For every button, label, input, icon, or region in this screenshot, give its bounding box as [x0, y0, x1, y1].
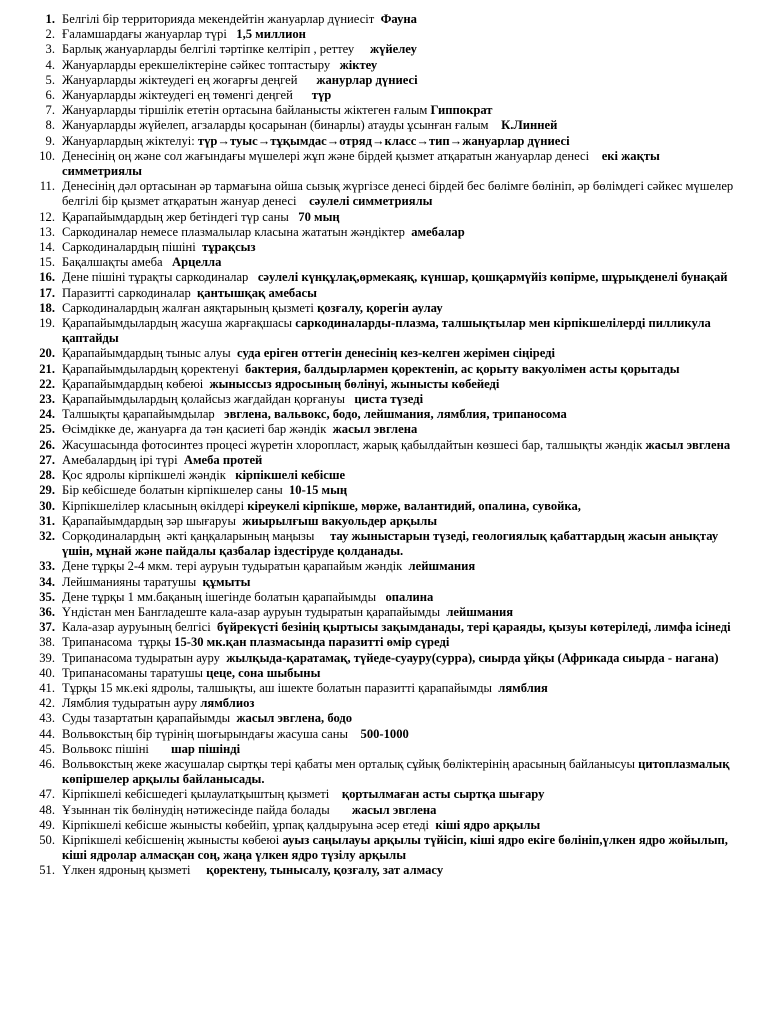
list-item	[0, 863, 738, 878]
item-number: 25.	[39, 422, 55, 437]
question-text: Барлық жануарларды белгілі тәртіпке келтіріп , реттеу	[62, 42, 370, 57]
item-number: 29.	[39, 483, 55, 498]
answer-text: цеце, сона шыбыны	[206, 665, 321, 680]
item-number: 15.	[39, 255, 55, 270]
list-item	[0, 438, 738, 453]
question-text: Жануарларды жүйелеп, агзаларды қосарынан (бинарлы) атауды ұсынған ғалым	[62, 118, 502, 133]
item-text	[62, 863, 738, 878]
question-text: Өсімдікке де, жануарға да тән қасиеті бар жәндік	[62, 422, 333, 437]
list-item	[0, 316, 738, 346]
item-number: 9.	[45, 133, 55, 148]
item-number: 14.	[39, 240, 55, 255]
list-item	[0, 787, 738, 802]
question-text: Ұзыннан тік бөлінудің нәтижесінде пайда болады	[62, 802, 352, 817]
answer-text: жасыл эвглена	[332, 422, 418, 437]
question-text: Кірпікшелі кебісшедегі қылаулатқыштың қызметі	[62, 787, 342, 802]
answer-text: жиырылғыш вакуольдер арқылы	[242, 513, 438, 528]
question-text: Үлкен ядроның қызметі	[62, 863, 207, 878]
item-text	[62, 210, 738, 225]
item-number: 21.	[39, 361, 55, 376]
question-text: Белгілі бір территорияда мекендейтін жануарлар дүниесіт	[62, 12, 381, 26]
item-number: 11.	[39, 179, 55, 194]
item-text	[62, 833, 738, 863]
item-text	[62, 422, 738, 437]
question-text: Денесінің дәл ортасынан әр тармағына ойша сызық жүргізсе денесі бірдей бес бөлімге бөлініп, әр бөлімдегі сәйкес мүшелер белгілі бір қызмет атқаратын жануар денесі	[62, 179, 737, 209]
answer-text: сәулелі күнқұлақ,өрмекаяқ, күншар, қошқармүйіз көпірме, шұрықденелі бунақай	[257, 270, 728, 285]
list-item	[0, 666, 738, 681]
list-item	[0, 42, 738, 57]
question-text: Саркодиналардың пішіні	[62, 240, 203, 255]
item-text	[62, 316, 738, 346]
list-item	[0, 134, 738, 149]
answer-text: цитоплазмалық көпіршелер арқылы байланысады.	[62, 756, 730, 787]
item-text	[62, 179, 738, 209]
item-text	[62, 88, 738, 103]
list-item	[0, 377, 738, 392]
item-text	[62, 605, 738, 620]
list-item	[0, 742, 738, 757]
answer-text: 1,5 миллион	[236, 27, 306, 42]
item-number: 12.	[39, 209, 55, 224]
list-item	[0, 635, 738, 650]
item-text	[62, 438, 738, 453]
item-number: 23.	[39, 392, 55, 407]
answer-text: Амеба протей	[183, 452, 263, 467]
answer-text: қоректену, тынысалу, қозғалу, зат алмасу	[206, 863, 444, 878]
item-number: 43.	[39, 711, 55, 726]
question-text: Вольвокстың жеке жасушалар сыртқы тері қабаты мен орталық сұйық бөліктерінің арасының байланысуы	[62, 756, 639, 771]
question-text: Үндістан мен Бангладеште кала-азар ауруын тудыратын қарапайымды	[62, 604, 447, 619]
answer-text: жасыл эвглена, бодо	[236, 711, 353, 726]
item-text	[62, 270, 738, 285]
item-text	[62, 575, 738, 590]
answer-text: қозғалу, қорегін аулау	[317, 300, 443, 315]
item-text	[62, 301, 738, 316]
item-number: 42.	[39, 696, 55, 711]
item-text	[62, 103, 738, 118]
item-number: 39.	[39, 650, 55, 665]
list-item	[0, 27, 738, 42]
item-number: 19.	[39, 316, 55, 331]
question-text: Бір кебісшеде болатын кірпікшелер саны	[62, 483, 289, 498]
item-text	[62, 346, 738, 361]
list-item	[0, 103, 738, 118]
question-text: Суды тазартатын қарапайымды	[62, 711, 237, 726]
item-number: 28.	[39, 468, 55, 483]
answer-text: саркодиналарды-плазма, талшықтылар мен кірпікшелілерді пилликула қаптайды	[62, 316, 711, 346]
question-text: Қарапайымдардың зәр шығаруы	[62, 513, 243, 528]
question-text: Лейшманияны таратушы	[62, 574, 203, 589]
answer-text: лямблия	[498, 680, 548, 695]
item-text	[62, 286, 738, 301]
list-item	[0, 575, 738, 590]
question-text: Бақалшақты амеба	[62, 255, 173, 270]
item-number: 37.	[39, 620, 55, 635]
question-text: Қарапайымдылардың қолайсыз жағдайдан қорғануы	[62, 392, 355, 407]
list-item	[0, 88, 738, 103]
list-item	[0, 362, 738, 377]
question-text: Қарапайымдардың жер бетіндегі түр саны	[62, 209, 299, 224]
item-text	[62, 27, 738, 42]
question-text: Жануарлардың жіктелуі:	[62, 133, 198, 148]
item-number: 36.	[39, 604, 55, 619]
item-number: 3.	[45, 42, 55, 57]
item-text	[62, 12, 738, 27]
list-item	[0, 757, 738, 787]
question-text: Тұрқы 15 мк.екі ядролы, талшықты, аш ішекте болатын паразитті қарапайымды	[62, 680, 499, 695]
item-text	[62, 42, 738, 57]
answer-text: 70 мың	[298, 209, 340, 224]
list-item	[0, 559, 738, 574]
answer-text: 10-15 мың	[288, 483, 348, 498]
item-number: 32.	[39, 528, 55, 543]
item-text	[62, 803, 738, 818]
list-item	[0, 118, 738, 133]
item-text	[62, 118, 738, 133]
list-item	[0, 12, 738, 27]
item-text	[62, 514, 738, 529]
item-text	[62, 651, 738, 666]
question-text: Жануарларды жіктеудегі ең жоғарғы деңгей	[62, 72, 317, 87]
answer-text: жылқыда-қаратамақ, түйеде-суауру(сурра), сиырда ұйқы (Африкада сиырда - нагана)	[226, 650, 719, 665]
answer-text: Арцелла	[172, 255, 222, 270]
item-number: 40.	[39, 665, 55, 680]
item-text	[62, 255, 738, 270]
question-text: Паразитті саркодиналар	[62, 285, 198, 300]
item-text	[62, 620, 738, 635]
answer-text: шар пішінді	[170, 741, 241, 756]
item-text	[62, 590, 738, 605]
answer-text: түр→туыс→тұқымдас→отряд→класс→тип→жануарлар дүниесі	[197, 133, 570, 148]
answer-text: лейшмания	[408, 559, 476, 574]
list-item	[0, 346, 738, 361]
list-item	[0, 833, 738, 863]
item-number: 4.	[45, 57, 55, 72]
question-text: Қос ядролы кірпікшелі жәндік	[62, 468, 236, 483]
list-item	[0, 255, 738, 270]
item-number: 47.	[39, 787, 55, 802]
answer-text: амебалар	[411, 224, 465, 239]
question-text: Сорқодиналардың әкті қаңқаларының маңызы	[62, 528, 331, 543]
list-item	[0, 149, 738, 179]
answer-text: құмыты	[202, 574, 251, 589]
question-text: Жануарларды жіктеудегі ең төменгі деңгей	[62, 88, 312, 103]
item-text	[62, 392, 738, 407]
question-text: Лямблия тудыратын ауру	[62, 696, 201, 711]
list-item	[0, 681, 738, 696]
list-item	[0, 270, 738, 285]
item-number: 24.	[39, 407, 55, 422]
item-number: 34.	[39, 574, 55, 589]
item-number: 22.	[39, 376, 55, 391]
item-number: 13.	[39, 224, 55, 239]
answer-text: эвглена, вальвокс, бодо, лейшмания, лямблия, трипаносома	[224, 407, 567, 422]
item-number: 51.	[39, 863, 55, 878]
item-number: 27.	[39, 452, 55, 467]
item-text	[62, 225, 738, 240]
item-number: 46.	[39, 756, 55, 771]
question-text: Трипанасома тұрқы	[62, 635, 175, 650]
list-item	[0, 529, 738, 559]
item-text	[62, 134, 738, 149]
item-number: 5.	[45, 72, 55, 87]
answer-text: кіші ядро арқылы	[435, 817, 541, 832]
list-item	[0, 727, 738, 742]
list-item	[0, 468, 738, 483]
item-text	[62, 742, 738, 757]
answer-text: жанурлар дүниесі	[316, 72, 418, 87]
question-text: Талшықты қарапайымдылар	[62, 407, 225, 422]
list-item	[0, 301, 738, 316]
item-text	[62, 818, 738, 833]
answer-text: кіреукелі кірпікше, мөрже, валантидий, опалина, сувойка,	[247, 498, 581, 513]
answer-text: қортылмаған асты сыртқа шығару	[341, 787, 545, 802]
item-number: 44.	[39, 726, 55, 741]
item-number: 26.	[39, 437, 55, 452]
answer-text: жыныссыз ядросының бөлінуі, жынысты көбейеді	[209, 376, 500, 391]
list-item	[0, 803, 738, 818]
item-text	[62, 757, 738, 787]
question-text: Трипанасома тудыратын ауру	[62, 650, 227, 665]
question-text: Қарапайымдылардың қоректенуі	[62, 361, 246, 376]
question-text: Саркодиналар немесе плазмалылар класына жататын жәндіктер	[62, 224, 412, 239]
item-text	[62, 468, 738, 483]
question-text: Денесінің оң және сол жағындағы мүшелері жұп және бірдей қызмет атқаратын жануарлар денесі	[62, 148, 602, 163]
item-number: 20.	[39, 346, 55, 361]
item-number: 2.	[45, 27, 55, 42]
list-item	[0, 210, 738, 225]
item-number: 8.	[45, 118, 55, 133]
item-text	[62, 483, 738, 498]
list-item	[0, 514, 738, 529]
item-number: 16.	[39, 270, 55, 285]
item-number: 6.	[45, 88, 55, 103]
question-text: Қарапайымдардың көбеюі	[62, 376, 210, 391]
list-item	[0, 240, 738, 255]
list-item	[0, 407, 738, 422]
answer-text: опалина	[385, 589, 434, 604]
item-text	[62, 787, 738, 802]
list-item	[0, 179, 738, 209]
list-item	[0, 58, 738, 73]
item-text	[62, 529, 738, 559]
answer-text: 500-1000	[360, 726, 409, 741]
answer-text: жіктеу	[339, 57, 378, 72]
answer-text: циста түзеді	[354, 392, 424, 407]
list-item	[0, 818, 738, 833]
list-item	[0, 225, 738, 240]
question-text: Жасушасында фотосинтез процесі жүретін хлоропласт, жарық қабылдайтын көзшесі бар, талшықты жәндік	[62, 437, 646, 452]
answer-text: Фауна	[380, 12, 417, 26]
list-item	[0, 620, 738, 635]
list-item	[0, 453, 738, 468]
answer-text: суда еріген оттегін денесінің кез-келген жерімен сіңіреді	[237, 346, 556, 361]
question-text: Трипанасоманы таратушы	[62, 665, 207, 680]
list-item	[0, 651, 738, 666]
item-number: 31.	[39, 513, 55, 528]
question-text: Саркодиналардың жалған аяқтарының қызметі	[62, 300, 318, 315]
answer-text: түр	[311, 88, 332, 103]
answer-text: лейшмания	[446, 604, 514, 619]
item-text	[62, 499, 738, 514]
answer-text: жасыл эвглена	[351, 802, 437, 817]
item-text	[62, 711, 738, 726]
answer-text: тау жыныстарын түзеді, геологиялық қабаттардың жасын анықтау үшін, мұнай және пайдалы қазбалар іздестіруде қолданады.	[62, 528, 719, 559]
list-item	[0, 73, 738, 88]
question-text: Жануарларды тіршілік ететін ортасына байланысты жіктеген ғалым	[62, 103, 431, 118]
answer-text: қантышқақ амебасы	[197, 285, 317, 300]
question-text: Жануарларды ерекшеліктеріне сәйкес топтастыру	[62, 57, 340, 72]
item-number: 35.	[39, 589, 55, 604]
list-item	[0, 483, 738, 498]
question-text: Дене пішіні тұрақты саркодиналар	[62, 270, 258, 285]
item-number: 30.	[39, 498, 55, 513]
item-text	[62, 58, 738, 73]
question-text: Амебалардың ірі түрі	[62, 452, 184, 467]
item-text	[62, 666, 738, 681]
list-item	[0, 590, 738, 605]
item-text	[62, 727, 738, 742]
question-text: Кірпікшелі кебісшенің жынысты көбеюі	[62, 832, 283, 847]
list-item	[0, 696, 738, 711]
item-number: 33.	[39, 559, 55, 574]
list-item	[0, 605, 738, 620]
question-text: Вольвокс пішіні	[62, 741, 171, 756]
answer-text: жасыл эвглена	[645, 437, 731, 452]
answer-text: бүйрекүсті безінің қыртысы зақымданады, тері қараяды, қызуы көтеріледі, лимфа ісінеді	[217, 620, 731, 635]
list-item	[0, 422, 738, 437]
answer-text: жүйелеу	[369, 42, 417, 57]
item-number: 7.	[45, 103, 55, 118]
answer-text: 15-30 мк.қан плазмасында паразитті өмір сүреді	[174, 635, 450, 650]
question-text: Кірпікшелі кебісше жынысты көбейіп, ұрпақ қалдыруына әсер етеді	[62, 817, 436, 832]
item-number: 48.	[39, 802, 55, 817]
item-number: 49.	[39, 817, 55, 832]
item-text	[62, 407, 738, 422]
item-text	[62, 73, 738, 88]
item-text	[62, 377, 738, 392]
answer-text: сәулелі симметриялы	[309, 194, 433, 209]
answer-text: Гиппократ	[430, 103, 493, 118]
answer-text: ауыз саңылауы арқылы түйісіп, кіші ядро екіге бөлініп,үлкен ядро жойылып, кіші ядролар алмасқан соң, жаңа үлкен ядро түзілу арқылы	[62, 832, 728, 863]
list-item	[0, 711, 738, 726]
question-text: Дене тұрқы 2-4 мкм. тері ауруын тудыратын қарапайым жәндік	[62, 559, 409, 574]
item-text	[62, 635, 738, 650]
list-item	[0, 286, 738, 301]
question-text: Ғаламшардағы жануарлар түрі	[62, 27, 237, 42]
item-number: 1.	[45, 12, 55, 26]
item-number: 10.	[39, 148, 55, 163]
item-number: 41.	[39, 680, 55, 695]
question-text: Қарапайымдардың тыныс алуы	[62, 346, 238, 361]
question-text: Қарапайымдылардың жасуша жарғақшасы	[62, 316, 296, 331]
item-text	[62, 149, 738, 179]
list-item	[0, 392, 738, 407]
item-text	[62, 362, 738, 377]
answer-text: лямблиоз	[200, 696, 255, 711]
question-text: Кірпікшелілер класының өкілдері	[62, 498, 248, 513]
question-text: Дене тұрқы 1 мм.бақаның ішегінде болатын қарапайымды	[62, 589, 386, 604]
item-text	[62, 240, 738, 255]
item-number: 17.	[39, 285, 55, 300]
item-number: 50.	[39, 832, 55, 847]
item-number: 38.	[39, 635, 55, 650]
question-text: Кала-азар ауруының белгісі	[62, 620, 217, 635]
answer-text: екі жақты симметриялы	[62, 148, 660, 179]
answer-text: К.Линней	[501, 118, 558, 133]
list-item	[0, 499, 738, 514]
answer-text: тұрақсыз	[202, 240, 256, 255]
item-number: 45.	[39, 741, 55, 756]
question-text: Вольвокстың бір түрінің шоғырындағы жасуша саны	[62, 726, 361, 741]
item-text	[62, 696, 738, 711]
item-text	[62, 681, 738, 696]
answer-text: бактерия, балдырлармен қоректеніп, ас қорыту вакуолімен асты қорытады	[245, 361, 680, 376]
item-text	[62, 559, 738, 574]
item-number: 18.	[39, 300, 55, 315]
answer-text: кірпікшелі кебісше	[235, 468, 346, 483]
item-text	[62, 453, 738, 468]
